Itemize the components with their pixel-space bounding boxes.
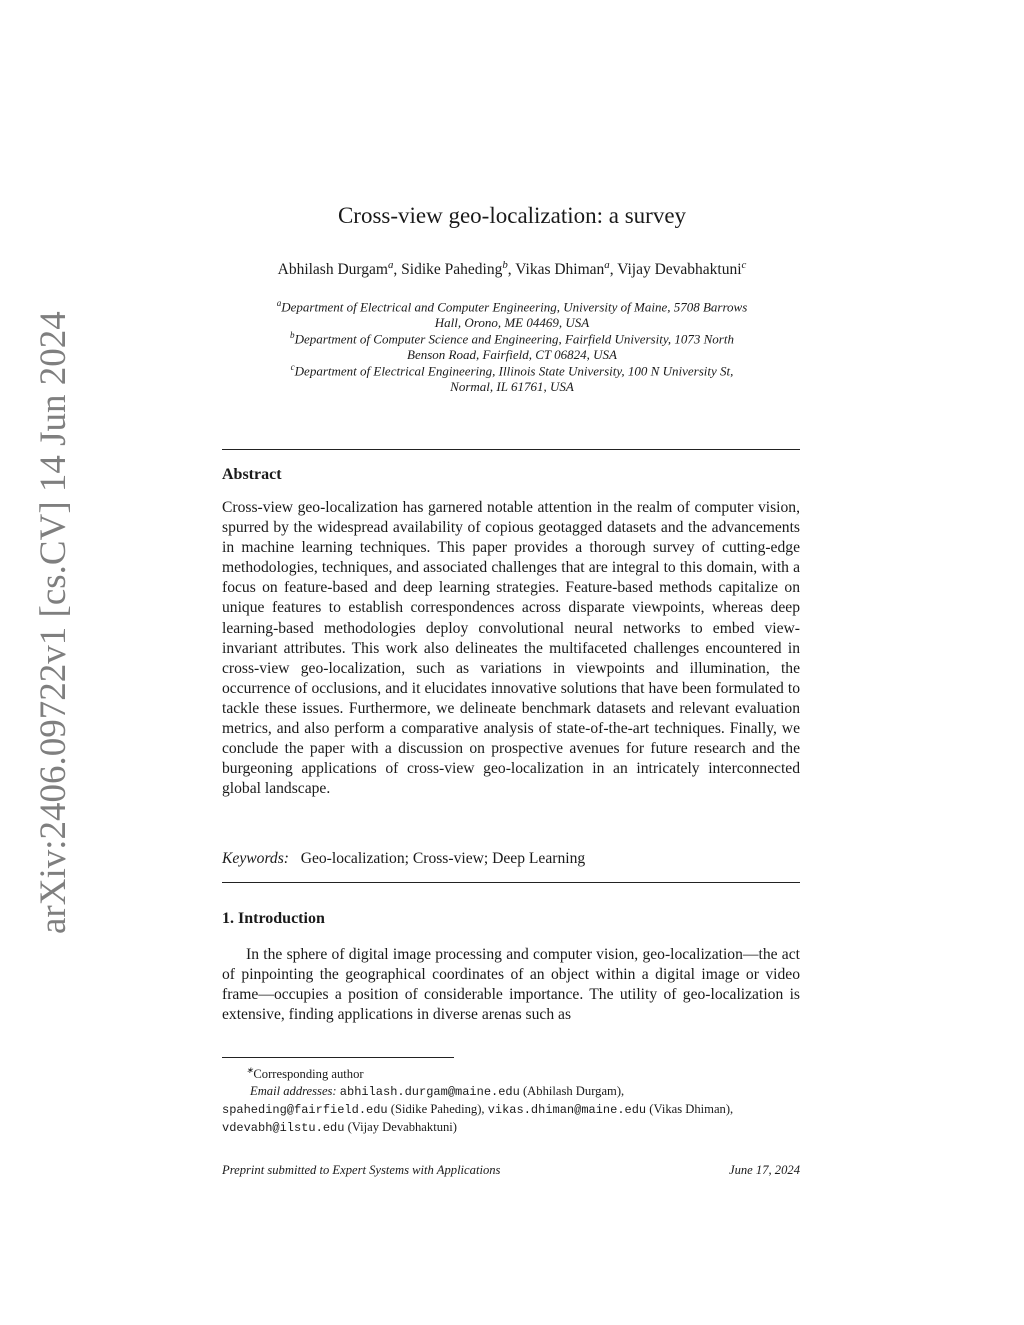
author-name: Vijay Devabhaktuni: [617, 261, 742, 279]
affiliation-mark: c: [741, 259, 747, 271]
author-name: Abhilash Durgam: [277, 261, 388, 279]
email-link[interactable]: spaheding@fairfield.edu: [222, 1103, 388, 1118]
affiliation-mark: a: [604, 259, 610, 271]
abstract-heading: Abstract: [222, 466, 282, 483]
corresponding-author-note: Corresponding author: [253, 1067, 364, 1082]
email-link[interactable]: abhilash.durgam@maine.edu: [339, 1085, 520, 1100]
affiliation-mark: b: [502, 259, 508, 271]
preprint-date: June 17, 2024: [729, 1163, 800, 1177]
footnote: ∗Corresponding author Email addresses: abhilash.durgam@maine.edu (Abhilash Durgam), spaheding@fairfield.edu (Sidike Paheding), vikas.dhiman@maine.edu (Vikas Dhiman), vdevabh@ilstu.edu (Vijay Devabhaktuni): [222, 1065, 734, 1136]
email-link[interactable]: vdevabh@ilstu.edu: [222, 1121, 345, 1136]
keywords-text: Geo-localization; Cross-view; Deep Learning: [300, 850, 586, 867]
author-name: Sidike Paheding: [401, 261, 503, 279]
email-link[interactable]: vikas.dhiman@maine.edu: [487, 1103, 647, 1118]
abstract-text: Cross-view geo-localization has garnered notable attention in the realm of computer vision, spurred by the widespread availability of copious geotagged datasets and the advancements in machine learning techniques. This paper provides a thorough survey of cutting-edge methodologies, techniques, and associated challenges that are integral to this domain, with a focus on feature-based and deep learning strategies. Feature-based methods capitalize on unique features to establish correspondences across disparate viewpoints, whereas deep learning-based methodologies deploy convolutional neural networks to embed view-invariant attributes. This work also delineates the multifaceted challenges encountered in cross-view geo-localization, such as variations in viewpoints and illumination, the occurrence of occlusions, and it elucidates innovative solutions that have been formulated to tackle these issues. Furthermore, we delineate benchmark datasets and relevant evaluation metrics, and also perform a comparative analysis of state-of-the-art techniques. Finally, we conclude the paper with a discussion on prospective avenues for future research and the burgeoning applications of cross-view geo-localization in an intricately interconnected global landscape.: [222, 499, 800, 798]
affiliation-mark: a: [387, 259, 394, 271]
paper-title: Cross-view geo-localization: a survey: [337, 203, 687, 228]
keywords: [222, 849, 800, 869]
divider: [222, 449, 800, 450]
section-heading-introduction: 1. Introduction: [222, 910, 325, 927]
introduction-text: In the sphere of digital image processing and computer vision, geo-localization—the act of pinpointing the geographical coordinates of an object within a digital image or video frame—occupies a position of considerable importance. The utility of geo-localization is extensive, finding applications in diverse arenas such as: [222, 946, 800, 1024]
preprint-note: Preprint submitted to Expert Systems with Applications: [222, 1163, 501, 1177]
author-list: Abhilash Durgam$^a$, Sidike Paheding$^b$, Vikas Dhiman$^a$, Vijay Devabhaktuni$^c$: [277, 259, 747, 279]
arxiv-sidebar-stamp: arXiv:2406.09722v1 [cs.CV] 14 Jun 2024: [33, 311, 74, 934]
keywords-label: Keywords:: [222, 850, 289, 867]
affiliation-a: $^a$Department of Electrical and Computer Engineering, University of Maine, 5708 Barrows Hall, Orono, ME 04469, USA: [276, 298, 748, 331]
divider: [222, 882, 800, 883]
affiliation-b: $^b$Department of Computer Science and Engineering, Fairfield University, 1073 North Benson Road, Fairfield, CT 06824, USA: [290, 330, 734, 363]
footnote-divider: [222, 1057, 454, 1058]
affiliation-c: $^c$Department of Electrical Engineering, Illinois State University, 100 N University St, Normal, IL 61761, USA: [290, 362, 734, 395]
author-name: Vikas Dhiman: [515, 261, 605, 279]
email-label: Email addresses:: [250, 1084, 337, 1099]
